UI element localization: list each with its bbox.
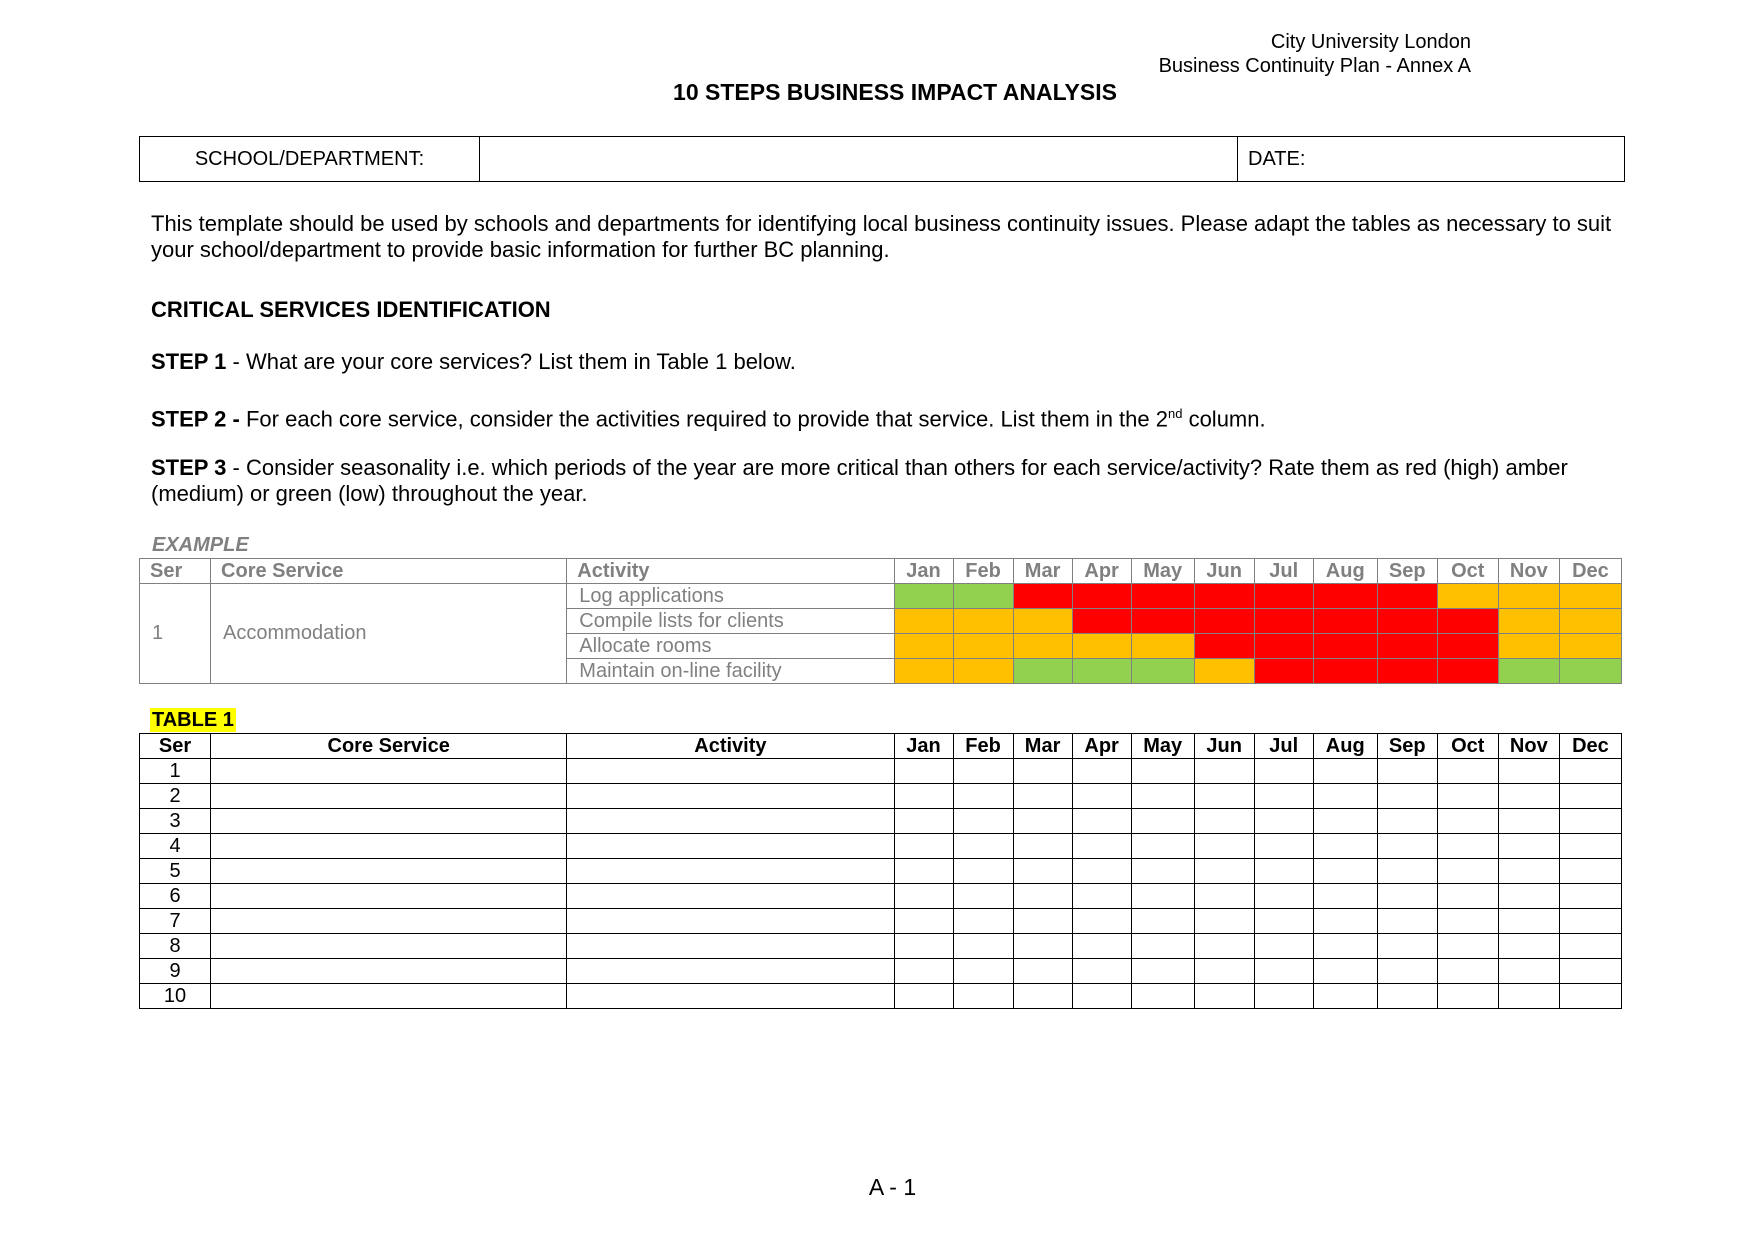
rating-cell-amber	[894, 634, 953, 659]
month-cell[interactable]	[1072, 759, 1131, 784]
activity-cell[interactable]	[567, 934, 894, 959]
step-label: STEP 3	[151, 455, 227, 480]
month-cell[interactable]	[1254, 859, 1313, 884]
month-cell[interactable]	[1131, 909, 1194, 934]
month-cell[interactable]	[1559, 884, 1621, 909]
month-cell[interactable]	[1498, 959, 1559, 984]
month-cell[interactable]	[1377, 934, 1437, 959]
month-cell[interactable]	[1131, 884, 1194, 909]
ser-cell: 7	[140, 909, 211, 934]
core-service-header: Core Service	[211, 734, 567, 759]
doc-name: Business Continuity Plan - Annex A	[1158, 55, 1471, 77]
core-service-cell[interactable]	[211, 909, 567, 934]
month-cell[interactable]	[1559, 859, 1621, 884]
month-header: May	[1131, 734, 1194, 759]
rating-cell-red	[1437, 659, 1498, 684]
rating-cell-amber	[953, 634, 1013, 659]
month-cell[interactable]	[1437, 984, 1498, 1009]
ser-cell: 6	[140, 884, 211, 909]
ser-cell: 9	[140, 959, 211, 984]
month-cell[interactable]	[1072, 909, 1131, 934]
month-cell[interactable]	[1131, 959, 1194, 984]
month-cell[interactable]	[1254, 759, 1313, 784]
month-cell[interactable]	[1013, 884, 1072, 909]
rating-cell-red	[1313, 659, 1377, 684]
month-header: Aug	[1313, 734, 1377, 759]
rating-cell-red	[1313, 634, 1377, 659]
month-cell[interactable]	[894, 759, 953, 784]
month-cell[interactable]	[1194, 859, 1254, 884]
rating-cell-red	[1194, 634, 1254, 659]
month-cell[interactable]	[1072, 884, 1131, 909]
month-cell[interactable]	[953, 834, 1013, 859]
month-cell[interactable]	[1559, 784, 1621, 809]
example-table	[139, 558, 1622, 684]
ser-cell: 2	[140, 784, 211, 809]
rating-cell-amber	[1013, 634, 1072, 659]
table-row	[140, 859, 1622, 884]
month-cell[interactable]	[953, 984, 1013, 1009]
activity-cell[interactable]	[567, 859, 894, 884]
rating-cell-amber	[1194, 659, 1254, 684]
page-title: 10 STEPS BUSINESS IMPACT ANALYSIS	[673, 79, 1117, 105]
month-cell[interactable]	[894, 959, 953, 984]
month-cell[interactable]	[1013, 834, 1072, 859]
month-cell[interactable]	[1498, 984, 1559, 1009]
month-cell[interactable]	[1377, 884, 1437, 909]
month-cell[interactable]	[1254, 834, 1313, 859]
month-cell[interactable]	[1254, 884, 1313, 909]
month-cell[interactable]	[1377, 984, 1437, 1009]
rating-cell-red	[1072, 584, 1131, 609]
rating-cell-red	[1377, 659, 1437, 684]
rating-cell-amber	[1498, 584, 1559, 609]
step-text: What are your core services? List them in Table 1 below.	[245, 349, 796, 374]
month-header: Nov	[1498, 734, 1559, 759]
table-row	[140, 759, 1622, 784]
month-cell[interactable]	[1131, 759, 1194, 784]
month-cell[interactable]	[1131, 934, 1194, 959]
core-service-cell[interactable]	[211, 959, 567, 984]
month-cell[interactable]	[1498, 834, 1559, 859]
step-sep: -	[226, 455, 246, 480]
page-number: A - 1	[868, 1174, 917, 1200]
month-cell[interactable]	[1072, 809, 1131, 834]
school-field[interactable]	[480, 137, 1238, 182]
month-cell[interactable]	[1013, 909, 1072, 934]
ser-header: Ser	[140, 559, 211, 584]
rating-cell-red	[1437, 634, 1498, 659]
rating-cell-red	[1131, 609, 1194, 634]
month-header: Sep	[1377, 734, 1437, 759]
month-cell[interactable]	[1013, 934, 1072, 959]
table-1	[139, 733, 1622, 1009]
rating-cell-amber	[953, 659, 1013, 684]
rating-cell-amber	[1131, 634, 1194, 659]
month-cell[interactable]	[1498, 934, 1559, 959]
rating-cell-amber	[953, 609, 1013, 634]
table-row	[140, 884, 1622, 909]
month-header: Jan	[894, 734, 953, 759]
month-cell[interactable]	[1437, 834, 1498, 859]
rating-cell-red	[1013, 584, 1072, 609]
month-cell[interactable]	[1194, 909, 1254, 934]
month-cell[interactable]	[1194, 834, 1254, 859]
month-header: Mar	[1013, 734, 1072, 759]
rating-cell-amber	[1498, 609, 1559, 634]
ser-cell: 8	[140, 934, 211, 959]
step-sup: nd	[1167, 406, 1183, 421]
month-cell[interactable]	[1559, 959, 1621, 984]
month-cell[interactable]	[1194, 959, 1254, 984]
activity-cell: Maintain on-line facility	[567, 659, 894, 684]
table-row	[140, 909, 1622, 934]
example-header-row	[140, 559, 1622, 584]
rating-cell-red	[1254, 584, 1313, 609]
month-header: Apr	[1072, 559, 1131, 584]
activity-cell[interactable]	[567, 759, 894, 784]
school-label: SCHOOL/DEPARTMENT:	[140, 137, 480, 182]
rating-cell-red	[1194, 609, 1254, 634]
example-label: EXAMPLE	[152, 534, 249, 556]
rating-cell-amber	[1559, 609, 1621, 634]
rating-cell-amber	[894, 659, 953, 684]
month-header: Dec	[1559, 559, 1621, 584]
activity-cell: Compile lists for clients	[567, 609, 894, 634]
step-2	[151, 401, 1631, 432]
month-cell[interactable]	[1377, 759, 1437, 784]
month-cell[interactable]	[894, 884, 953, 909]
rating-cell-green	[1013, 659, 1072, 684]
month-header: Sep	[1377, 559, 1437, 584]
core-service-cell: Accommodation	[211, 584, 567, 684]
rating-cell-green	[1559, 659, 1621, 684]
rating-cell-green	[1498, 659, 1559, 684]
month-cell[interactable]	[894, 809, 953, 834]
month-header: Nov	[1498, 559, 1559, 584]
activity-cell[interactable]	[567, 909, 894, 934]
month-cell[interactable]	[1437, 909, 1498, 934]
section-heading: CRITICAL SERVICES IDENTIFICATION	[151, 297, 551, 322]
month-cell[interactable]	[1013, 759, 1072, 784]
month-cell[interactable]	[1559, 834, 1621, 859]
month-cell[interactable]	[953, 809, 1013, 834]
month-cell[interactable]	[1559, 909, 1621, 934]
month-cell[interactable]	[1313, 909, 1377, 934]
month-cell[interactable]	[1498, 859, 1559, 884]
month-cell[interactable]	[1254, 809, 1313, 834]
month-cell[interactable]	[1194, 934, 1254, 959]
month-cell[interactable]	[1254, 784, 1313, 809]
month-cell[interactable]	[1072, 984, 1131, 1009]
core-service-cell[interactable]	[211, 859, 567, 884]
month-cell[interactable]	[1013, 859, 1072, 884]
month-header: Jul	[1254, 734, 1313, 759]
step-text: For each core service, consider the activities required to provide that service. List them in the 2	[245, 406, 1168, 432]
core-service-cell[interactable]	[211, 934, 567, 959]
month-header: Oct	[1437, 559, 1498, 584]
step-sep: -	[226, 349, 246, 374]
table-row	[140, 934, 1622, 959]
month-cell[interactable]	[1013, 809, 1072, 834]
month-cell[interactable]	[1254, 909, 1313, 934]
core-service-cell[interactable]	[211, 809, 567, 834]
month-cell[interactable]	[1313, 809, 1377, 834]
month-header: Jun	[1194, 559, 1254, 584]
rating-cell-green	[894, 584, 953, 609]
month-cell[interactable]	[894, 784, 953, 809]
rating-cell-green	[1131, 659, 1194, 684]
step-1	[151, 349, 1631, 375]
ser-header: Ser	[140, 734, 211, 759]
month-cell[interactable]	[1313, 984, 1377, 1009]
month-cell[interactable]	[1559, 759, 1621, 784]
activity-cell[interactable]	[567, 884, 894, 909]
month-cell[interactable]	[1194, 809, 1254, 834]
month-cell[interactable]	[1131, 984, 1194, 1009]
table-row	[140, 784, 1622, 809]
month-cell[interactable]	[1498, 909, 1559, 934]
month-cell[interactable]	[1072, 934, 1131, 959]
month-cell[interactable]	[1013, 959, 1072, 984]
ser-cell: 5	[140, 859, 211, 884]
month-cell[interactable]	[1498, 784, 1559, 809]
month-cell[interactable]	[1437, 959, 1498, 984]
core-service-cell[interactable]	[211, 759, 567, 784]
month-cell[interactable]	[1013, 984, 1072, 1009]
month-header: Dec	[1559, 734, 1621, 759]
rating-cell-amber	[894, 609, 953, 634]
month-cell[interactable]	[953, 759, 1013, 784]
rating-cell-amber	[1013, 609, 1072, 634]
month-cell[interactable]	[1498, 884, 1559, 909]
step-3	[151, 455, 1631, 507]
rating-cell-red	[1313, 609, 1377, 634]
table1-header-row	[140, 734, 1622, 759]
month-cell[interactable]	[894, 909, 953, 934]
school-date-form	[139, 136, 1625, 182]
month-header: Oct	[1437, 734, 1498, 759]
month-cell[interactable]	[1254, 934, 1313, 959]
month-cell[interactable]	[894, 934, 953, 959]
month-cell[interactable]	[1072, 959, 1131, 984]
month-cell[interactable]	[1377, 809, 1437, 834]
month-cell[interactable]	[1377, 859, 1437, 884]
month-cell[interactable]	[1194, 759, 1254, 784]
step-label: STEP 1	[151, 349, 227, 374]
month-cell[interactable]	[1131, 784, 1194, 809]
step-label: STEP 2 -	[151, 406, 240, 432]
table-row	[140, 834, 1622, 859]
rating-cell-red	[1254, 634, 1313, 659]
rating-cell-red	[1131, 584, 1194, 609]
table-row	[140, 984, 1622, 1009]
core-service-header: Core Service	[211, 559, 567, 584]
month-cell[interactable]	[894, 984, 953, 1009]
rating-cell-amber	[1498, 634, 1559, 659]
month-cell[interactable]	[1313, 934, 1377, 959]
activity-cell[interactable]	[567, 959, 894, 984]
month-cell[interactable]	[953, 859, 1013, 884]
table-row	[140, 809, 1622, 834]
month-cell[interactable]	[1437, 784, 1498, 809]
core-service-cell[interactable]	[211, 784, 567, 809]
month-cell[interactable]	[953, 784, 1013, 809]
month-cell[interactable]	[1437, 859, 1498, 884]
step-text: Consider seasonality i.e. which periods of the year are more critical than others for each service/activity? Rate them as red (high) amber (medium) or green (low) throughout the year.	[151, 455, 1568, 506]
month-cell[interactable]	[953, 884, 1013, 909]
month-cell[interactable]	[1072, 834, 1131, 859]
month-cell[interactable]	[1072, 784, 1131, 809]
month-cell[interactable]	[1313, 884, 1377, 909]
activity-cell[interactable]	[567, 784, 894, 809]
month-header: Mar	[1013, 559, 1072, 584]
rating-cell-amber	[1437, 584, 1498, 609]
activity-header: Activity	[567, 559, 894, 584]
rating-cell-red	[1377, 634, 1437, 659]
activity-cell[interactable]	[567, 809, 894, 834]
month-header: Jan	[894, 559, 953, 584]
header-right	[1159, 30, 1471, 78]
month-header: Aug	[1313, 559, 1377, 584]
core-service-cell[interactable]	[211, 984, 567, 1009]
month-cell[interactable]	[1013, 784, 1072, 809]
month-header: Jun	[1194, 734, 1254, 759]
rating-cell-green	[953, 584, 1013, 609]
intro-paragraph: This template should be used by schools and departments for identifying local business continuity issues. Please adapt the tables as necessary to suit your school/department to provide basic information for further BC planning.	[151, 211, 1612, 262]
month-cell[interactable]	[1131, 834, 1194, 859]
ser-cell: 4	[140, 834, 211, 859]
month-cell[interactable]	[953, 959, 1013, 984]
rating-cell-red	[1437, 609, 1498, 634]
month-cell[interactable]	[953, 934, 1013, 959]
month-cell[interactable]	[1194, 884, 1254, 909]
rating-cell-amber	[1072, 634, 1131, 659]
ser-cell: 1	[140, 759, 211, 784]
month-cell[interactable]	[1131, 859, 1194, 884]
step-tail: column.	[1182, 406, 1266, 432]
rating-cell-red	[1377, 584, 1437, 609]
month-cell[interactable]	[953, 909, 1013, 934]
date-field[interactable]: DATE:	[1238, 137, 1625, 182]
month-cell[interactable]	[1194, 784, 1254, 809]
rating-cell-amber	[1559, 584, 1621, 609]
activity-header: Activity	[567, 734, 894, 759]
month-cell[interactable]	[1377, 909, 1437, 934]
table1-label: TABLE 1	[152, 709, 234, 731]
rating-cell-amber	[1559, 634, 1621, 659]
month-cell[interactable]	[1254, 984, 1313, 1009]
month-cell[interactable]	[1559, 809, 1621, 834]
month-cell[interactable]	[1313, 759, 1377, 784]
org-name: City University London	[1270, 31, 1471, 53]
month-header: Feb	[953, 559, 1013, 584]
month-header: Feb	[953, 734, 1013, 759]
rating-cell-red	[1313, 584, 1377, 609]
ser-cell: 1	[140, 584, 211, 684]
ser-cell: 10	[140, 984, 211, 1009]
rating-cell-red	[1072, 609, 1131, 634]
month-cell[interactable]	[1559, 934, 1621, 959]
month-cell[interactable]	[1072, 859, 1131, 884]
month-cell[interactable]	[1377, 834, 1437, 859]
month-cell[interactable]	[1131, 809, 1194, 834]
rating-cell-red	[1254, 659, 1313, 684]
rating-cell-green	[1072, 659, 1131, 684]
month-cell[interactable]	[1498, 809, 1559, 834]
activity-cell[interactable]	[567, 834, 894, 859]
month-cell[interactable]	[1437, 884, 1498, 909]
core-service-cell[interactable]	[211, 884, 567, 909]
month-cell[interactable]	[1559, 984, 1621, 1009]
month-header: May	[1131, 559, 1194, 584]
month-cell[interactable]	[1313, 959, 1377, 984]
month-cell[interactable]	[1437, 809, 1498, 834]
example-row	[140, 584, 1622, 609]
activity-cell[interactable]	[567, 984, 894, 1009]
month-cell[interactable]	[1437, 934, 1498, 959]
rating-cell-red	[1254, 609, 1313, 634]
month-header: Apr	[1072, 734, 1131, 759]
month-cell[interactable]	[1313, 834, 1377, 859]
month-cell[interactable]	[1254, 959, 1313, 984]
table-row	[140, 959, 1622, 984]
ser-cell: 3	[140, 809, 211, 834]
month-cell[interactable]	[1437, 759, 1498, 784]
month-cell[interactable]	[1313, 859, 1377, 884]
month-cell[interactable]	[894, 834, 953, 859]
month-cell[interactable]	[1377, 784, 1437, 809]
rating-cell-red	[1194, 584, 1254, 609]
month-cell[interactable]	[1498, 759, 1559, 784]
rating-cell-red	[1377, 609, 1437, 634]
activity-cell: Allocate rooms	[567, 634, 894, 659]
month-cell[interactable]	[1194, 984, 1254, 1009]
month-cell[interactable]	[1377, 959, 1437, 984]
month-header: Jul	[1254, 559, 1313, 584]
core-service-cell[interactable]	[211, 834, 567, 859]
activity-cell: Log applications	[567, 584, 894, 609]
month-cell[interactable]	[894, 859, 953, 884]
month-cell[interactable]	[1313, 784, 1377, 809]
